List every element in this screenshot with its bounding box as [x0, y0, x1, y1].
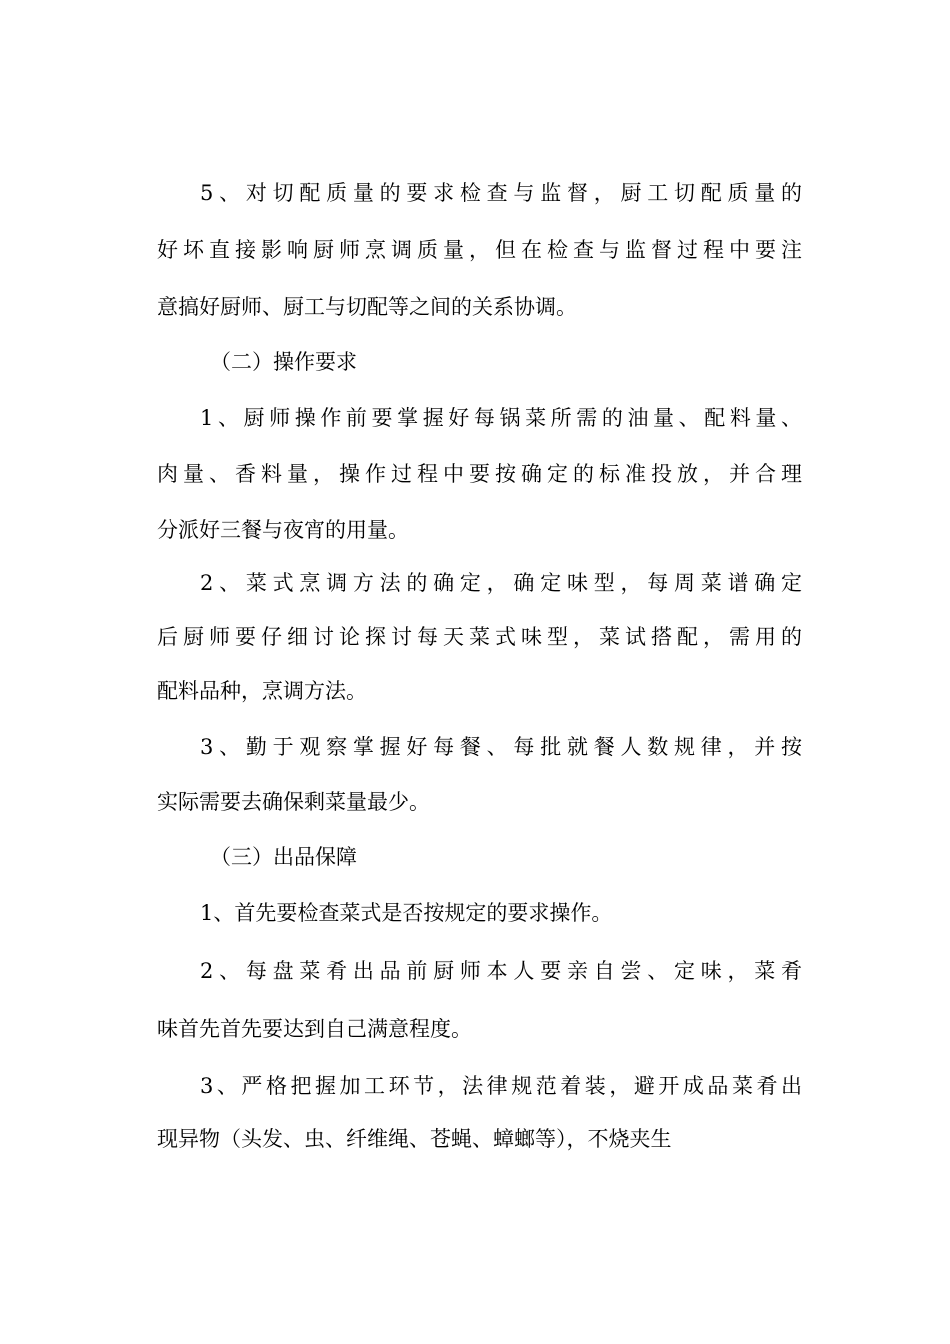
paragraph-line: 现异物（头发、虫、纤维绳、苍蝇、蟑螂等），不烧夹生 — [157, 1127, 672, 1151]
paragraph-line: 好坏直接影响厨师烹调质量，但在检查与监督过程中要注 — [157, 238, 802, 262]
paragraph-line: 2、每盘菜肴出品前厨师本人要亲自尝、定味，菜肴 — [200, 959, 802, 983]
paragraph-line: 5、对切配质量的要求检查与监督，厨工切配质量的 — [200, 181, 802, 205]
paragraph-line: 1、厨师操作前要掌握好每锅菜所需的油量、配料量、 — [200, 406, 802, 430]
paragraph-line: 配料品种，烹调方法。 — [157, 679, 367, 703]
paragraph-line: 2、菜式烹调方法的确定，确定味型，每周菜谱确定 — [200, 571, 802, 595]
paragraph-line: 实际需要去确保剩菜量最少。 — [157, 790, 430, 814]
section-heading: （二）操作要求 — [210, 350, 357, 374]
paragraph-line: 1、首先要检查菜式是否按规定的要求操作。 — [200, 901, 613, 925]
section-heading: （三）出品保障 — [210, 845, 357, 869]
paragraph-line: 3、严格把握加工环节，法律规范着装，避开成品菜肴出 — [200, 1074, 802, 1098]
paragraph-line: 分派好三餐与夜宵的用量。 — [157, 518, 409, 542]
paragraph-line: 3、勤于观察掌握好每餐、每批就餐人数规律，并按 — [200, 735, 802, 759]
paragraph-line: 味首先首先要达到自己满意程度。 — [157, 1017, 472, 1041]
paragraph-line: 意搞好厨师、厨工与切配等之间的关系协调。 — [157, 295, 577, 319]
paragraph-line: 后厨师要仔细讨论探讨每天菜式味型，菜试搭配，需用的 — [157, 625, 802, 649]
paragraph-line: 肉量、香料量，操作过程中要按确定的标准投放，并合理 — [157, 462, 802, 486]
